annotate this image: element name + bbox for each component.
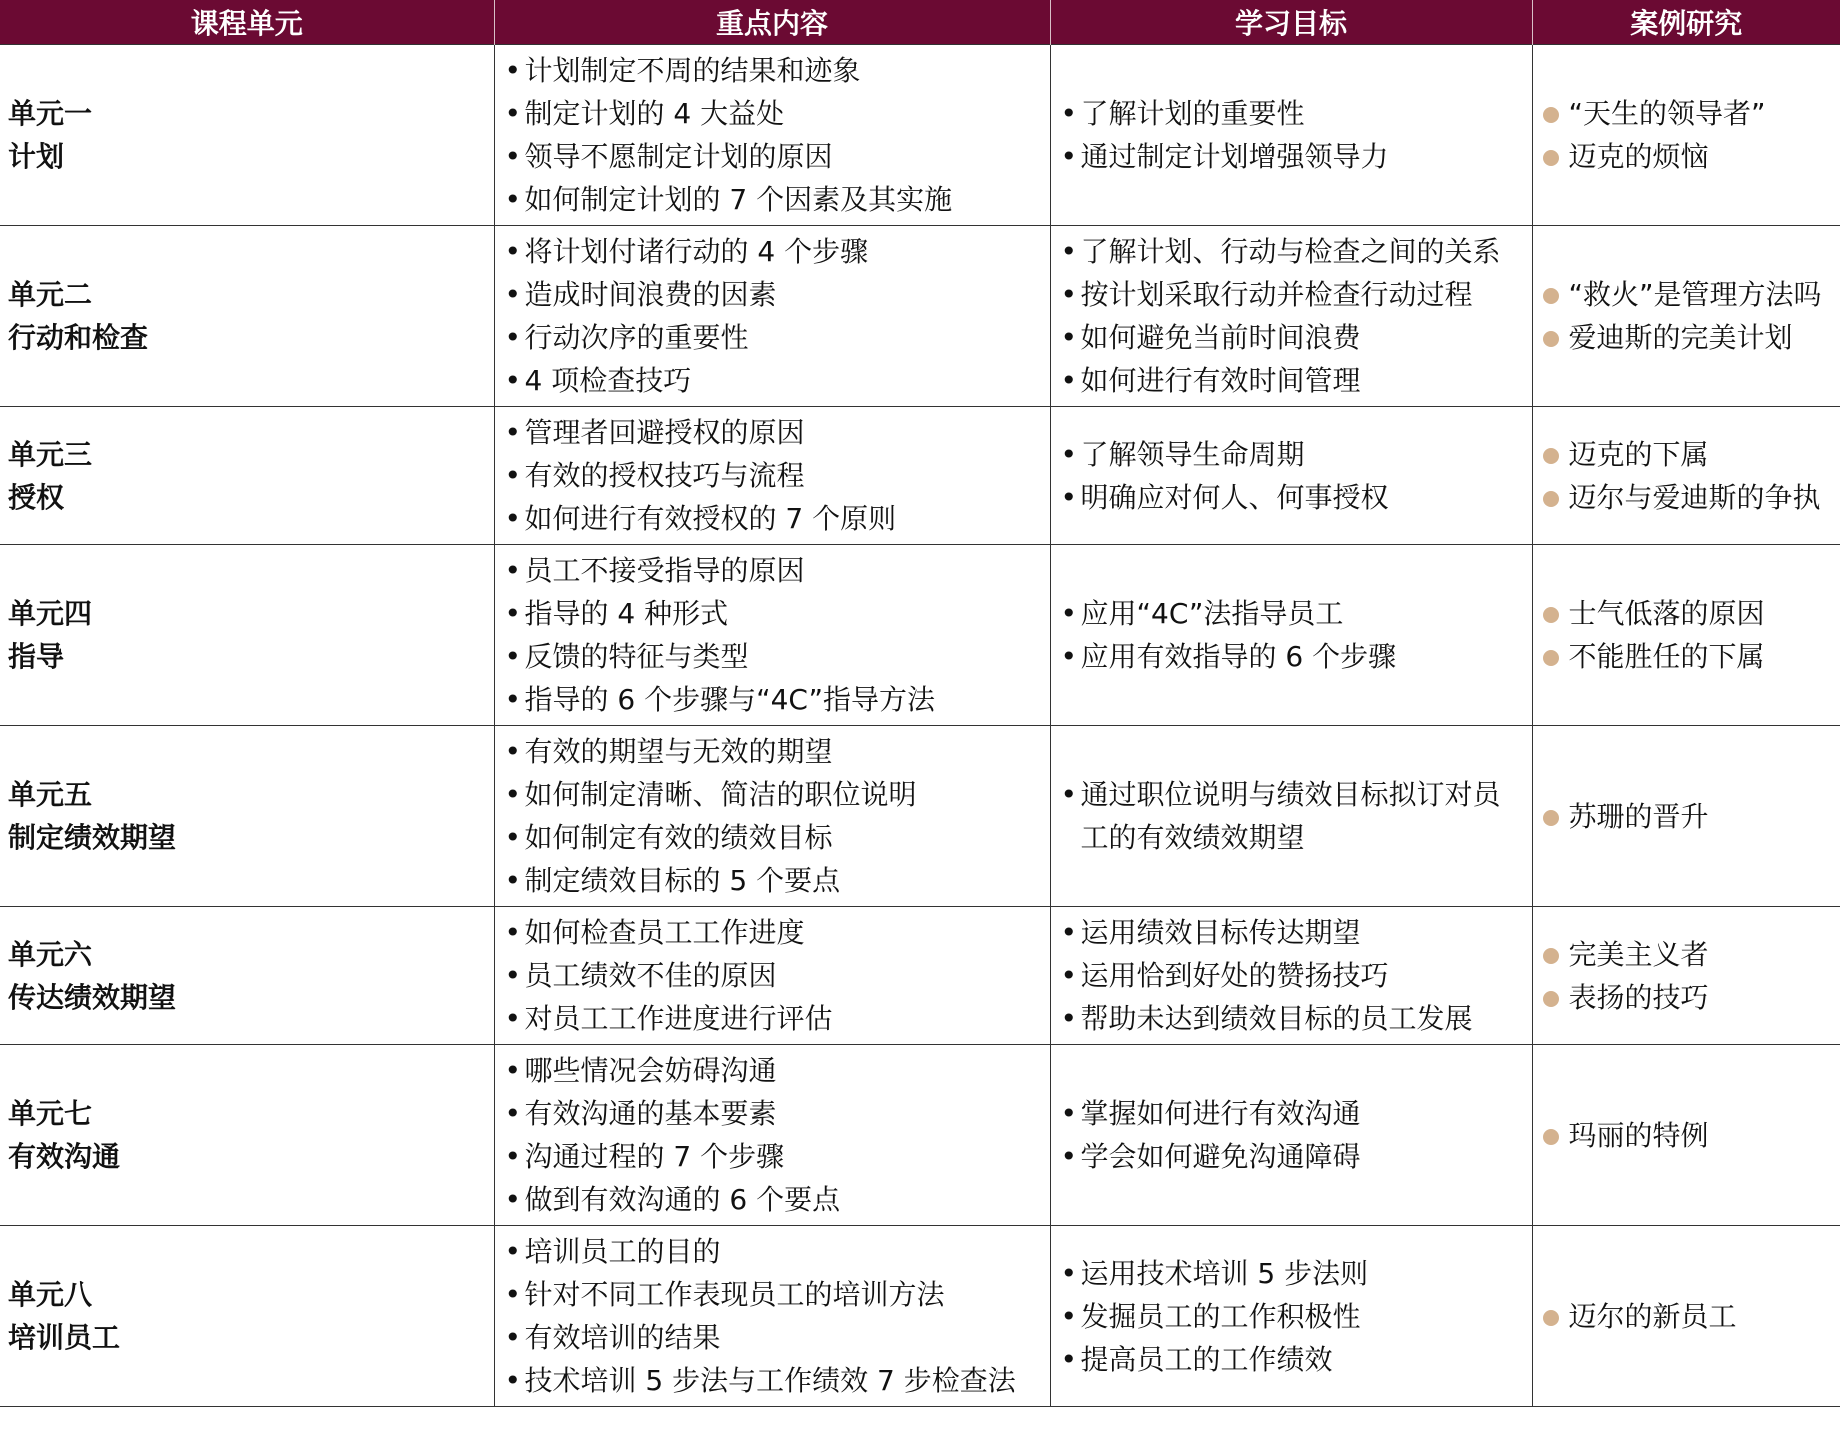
case-study-cell: [1532, 45, 1840, 226]
table-row: [0, 407, 1840, 545]
key-points-cell: [494, 907, 1050, 1045]
unit-cell: [0, 407, 494, 545]
key-point-item: • 沟通过程的 7 个步骤: [503, 1135, 1042, 1178]
goal-item: • 掌握如何进行有效沟通: [1059, 1092, 1524, 1135]
unit-number: 单元六: [8, 937, 93, 971]
table-row: [0, 226, 1840, 407]
case-study-item: [1541, 135, 1833, 178]
key-point-item: • 对员工工作进度进行评估: [503, 997, 1042, 1040]
case-study-item: [1541, 1295, 1833, 1338]
key-points-cell: [494, 1226, 1050, 1407]
case-bullet-icon: [1543, 491, 1559, 507]
goal-item: • 了解计划、行动与检查之间的关系: [1059, 230, 1524, 273]
case-study-list: [1541, 1114, 1833, 1157]
case-bullet-icon: [1543, 650, 1559, 666]
key-point-item: • 如何制定计划的 7 个因素及其实施: [503, 178, 1042, 221]
key-points-cell: [494, 45, 1050, 226]
key-point-item: • 有效的授权技巧与流程: [503, 454, 1042, 497]
goal-item: • 通过制定计划增强领导力: [1059, 135, 1524, 178]
case-study-text: “救火”是管理方法吗: [1568, 278, 1822, 311]
table-header-row: [0, 0, 1840, 45]
key-points-list: [503, 1230, 1042, 1402]
case-study-list: [1541, 795, 1833, 838]
goal-item: • 如何进行有效时间管理: [1059, 359, 1524, 402]
goal-item: • 提高员工的工作绩效: [1059, 1338, 1524, 1381]
case-study-item: [1541, 433, 1833, 476]
header-course-unit: 课程单元: [0, 0, 494, 45]
goal-item: • 运用绩效目标传达期望: [1059, 911, 1524, 954]
case-study-item: [1541, 1114, 1833, 1157]
key-point-item: • 制定计划的 4 大益处: [503, 92, 1042, 135]
table-row: [0, 1045, 1840, 1226]
case-study-cell: [1532, 1045, 1840, 1226]
case-study-item: [1541, 476, 1833, 519]
unit-topic: 行动和检查: [8, 321, 149, 354]
header-case-study: 案例研究: [1532, 0, 1840, 45]
unit-topic: 授权: [8, 480, 65, 514]
key-points-cell: [494, 226, 1050, 407]
table-row: [0, 1226, 1840, 1407]
case-study-list: [1541, 433, 1833, 519]
goal-item: • 运用恰到好处的赞扬技巧: [1059, 954, 1524, 997]
goals-list: [1059, 433, 1524, 519]
key-point-item: • 培训员工的目的: [503, 1230, 1042, 1273]
case-study-item: [1541, 92, 1833, 135]
goal-item: • 如何避免当前时间浪费: [1059, 316, 1524, 359]
case-study-text: 迈尔的新员工: [1568, 1299, 1737, 1333]
table-body: [0, 45, 1840, 1407]
case-study-item: [1541, 635, 1833, 678]
case-bullet-icon: [1543, 991, 1559, 1007]
case-bullet-icon: [1543, 107, 1559, 123]
case-bullet-icon: [1543, 607, 1559, 623]
case-bullet-icon: [1543, 1129, 1559, 1145]
unit-number: 单元八: [8, 1278, 93, 1311]
case-study-cell: [1532, 545, 1840, 726]
goal-item: • 学会如何避免沟通障碍: [1059, 1135, 1524, 1178]
goals-list: [1059, 1252, 1524, 1381]
case-study-cell: [1532, 907, 1840, 1045]
key-point-item: • 技术培训 5 步法与工作绩效 7 步检查法: [503, 1359, 1042, 1402]
case-bullet-icon: [1543, 810, 1559, 826]
case-study-text: 士气低落的原因: [1568, 597, 1765, 630]
key-point-item: • 如何进行有效授权的 7 个原则: [503, 497, 1042, 540]
case-study-text: 爱迪斯的完美计划: [1568, 321, 1793, 354]
case-study-text: 迈尔与爱迪斯的争执: [1568, 480, 1821, 514]
case-study-item: [1541, 316, 1833, 359]
goal-item: • 帮助未达到绩效目标的员工发展: [1059, 997, 1524, 1040]
key-point-item: • 员工不接受指导的原因: [503, 549, 1042, 592]
key-point-item: • 如何制定有效的绩效目标: [503, 816, 1042, 859]
case-study-text: 迈克的烦恼: [1568, 140, 1709, 173]
unit-number: 单元五: [8, 778, 93, 811]
goal-item: • 发掘员工的工作积极性: [1059, 1295, 1524, 1338]
key-point-item: • 管理者回避授权的原因: [503, 411, 1042, 454]
key-point-item: • 领导不愿制定计划的原因: [503, 135, 1042, 178]
key-points-cell: [494, 407, 1050, 545]
case-bullet-icon: [1543, 331, 1559, 347]
unit-topic: 指导: [8, 640, 65, 673]
goals-cell: [1050, 1045, 1532, 1226]
case-bullet-icon: [1543, 948, 1559, 964]
case-study-text: 迈克的下属: [1568, 437, 1709, 471]
goal-item: • 应用“4C”法指导员工: [1059, 592, 1524, 635]
goal-item: • 应用有效指导的 6 个步骤: [1059, 635, 1524, 678]
table-row: [0, 907, 1840, 1045]
goals-list: [1059, 1092, 1524, 1178]
key-point-item: • 造成时间浪费的因素: [503, 273, 1042, 316]
key-point-item: • 做到有效沟通的 6 个要点: [503, 1178, 1042, 1221]
key-point-item: • 指导的 6 个步骤与“4C”指导方法: [503, 678, 1042, 721]
unit-cell: [0, 907, 494, 1045]
goals-list: [1059, 911, 1524, 1040]
key-point-item: • 行动次序的重要性: [503, 316, 1042, 359]
unit-cell: [0, 1045, 494, 1226]
case-study-list: [1541, 92, 1833, 178]
header-key-content: 重点内容: [494, 0, 1050, 45]
goals-cell: [1050, 907, 1532, 1045]
goals-cell: [1050, 226, 1532, 407]
unit-number: 单元四: [8, 597, 93, 630]
unit-topic: 培训员工: [8, 1321, 121, 1354]
key-points-list: [503, 1049, 1042, 1221]
case-study-text: 不能胜任的下属: [1568, 640, 1765, 673]
key-points-list: [503, 549, 1042, 721]
unit-topic: 传达绩效期望: [8, 980, 177, 1014]
case-study-list: [1541, 592, 1833, 678]
header-learning-goals: 学习目标: [1050, 0, 1532, 45]
unit-number: 单元一: [8, 97, 93, 130]
key-point-item: • 4 项检查技巧: [503, 359, 1042, 402]
case-study-item: [1541, 795, 1833, 838]
table-row: [0, 545, 1840, 726]
unit-topic: 有效沟通: [8, 1140, 121, 1173]
goals-cell: [1050, 545, 1532, 726]
case-study-cell: [1532, 726, 1840, 907]
case-study-cell: [1532, 226, 1840, 407]
case-study-text: 表扬的技巧: [1568, 980, 1709, 1014]
case-study-list: [1541, 933, 1833, 1019]
key-point-item: • 有效培训的结果: [503, 1316, 1042, 1359]
goals-cell: [1050, 407, 1532, 545]
unit-topic: 计划: [8, 140, 65, 173]
unit-cell: [0, 45, 494, 226]
goals-list: [1059, 230, 1524, 402]
case-study-item: [1541, 976, 1833, 1019]
goals-cell: [1050, 45, 1532, 226]
goal-item: • 通过职位说明与绩效目标拟订对员工的有效绩效期望: [1059, 773, 1524, 859]
goals-list: [1059, 592, 1524, 678]
key-points-list: [503, 411, 1042, 540]
key-points-cell: [494, 545, 1050, 726]
unit-cell: [0, 1226, 494, 1407]
case-study-item: [1541, 933, 1833, 976]
key-point-item: • 针对不同工作表现员工的培训方法: [503, 1273, 1042, 1316]
table-row: [0, 45, 1840, 226]
key-points-list: [503, 230, 1042, 402]
key-point-item: • 将计划付诸行动的 4 个步骤: [503, 230, 1042, 273]
key-point-item: • 反馈的特征与类型: [503, 635, 1042, 678]
key-points-list: [503, 730, 1042, 902]
key-point-item: • 有效沟通的基本要素: [503, 1092, 1042, 1135]
goals-list: [1059, 92, 1524, 178]
case-study-list: [1541, 1295, 1833, 1338]
case-bullet-icon: [1543, 150, 1559, 166]
goal-item: • 了解领导生命周期: [1059, 433, 1524, 476]
key-point-item: • 计划制定不周的结果和迹象: [503, 49, 1042, 92]
case-bullet-icon: [1543, 288, 1559, 304]
case-study-cell: [1532, 407, 1840, 545]
goal-item: • 了解计划的重要性: [1059, 92, 1524, 135]
unit-topic: 制定绩效期望: [8, 821, 177, 854]
key-points-list: [503, 49, 1042, 221]
key-point-item: • 有效的期望与无效的期望: [503, 730, 1042, 773]
key-points-list: [503, 911, 1042, 1040]
unit-number: 单元二: [8, 278, 93, 311]
key-point-item: • 哪些情况会妨碍沟通: [503, 1049, 1042, 1092]
case-bullet-icon: [1543, 448, 1559, 464]
unit-number: 单元三: [8, 437, 93, 471]
case-study-text: 完美主义者: [1568, 937, 1709, 971]
unit-number: 单元七: [8, 1097, 93, 1130]
goal-item: • 按计划采取行动并检查行动过程: [1059, 273, 1524, 316]
unit-cell: [0, 726, 494, 907]
unit-cell: [0, 226, 494, 407]
case-study-list: [1541, 273, 1833, 359]
table-row: [0, 726, 1840, 907]
goal-item: • 运用技术培训 5 步法则: [1059, 1252, 1524, 1295]
case-study-text: 玛丽的特例: [1568, 1118, 1709, 1152]
case-study-cell: [1532, 1226, 1840, 1407]
goal-item: • 明确应对何人、何事授权: [1059, 476, 1524, 519]
goals-list: [1059, 773, 1524, 859]
key-point-item: • 制定绩效目标的 5 个要点: [503, 859, 1042, 902]
goals-cell: [1050, 1226, 1532, 1407]
case-study-item: [1541, 273, 1833, 316]
key-point-item: • 如何制定清晰、简洁的职位说明: [503, 773, 1042, 816]
key-points-cell: [494, 726, 1050, 907]
key-point-item: • 指导的 4 种形式: [503, 592, 1042, 635]
key-point-item: • 员工绩效不佳的原因: [503, 954, 1042, 997]
key-points-cell: [494, 1045, 1050, 1226]
case-study-item: [1541, 592, 1833, 635]
case-study-text: “天生的领导者”: [1568, 97, 1766, 130]
key-point-item: • 如何检查员工工作进度: [503, 911, 1042, 954]
goals-cell: [1050, 726, 1532, 907]
unit-cell: [0, 545, 494, 726]
case-bullet-icon: [1543, 1310, 1559, 1326]
case-study-text: 苏珊的晋升: [1568, 799, 1709, 833]
